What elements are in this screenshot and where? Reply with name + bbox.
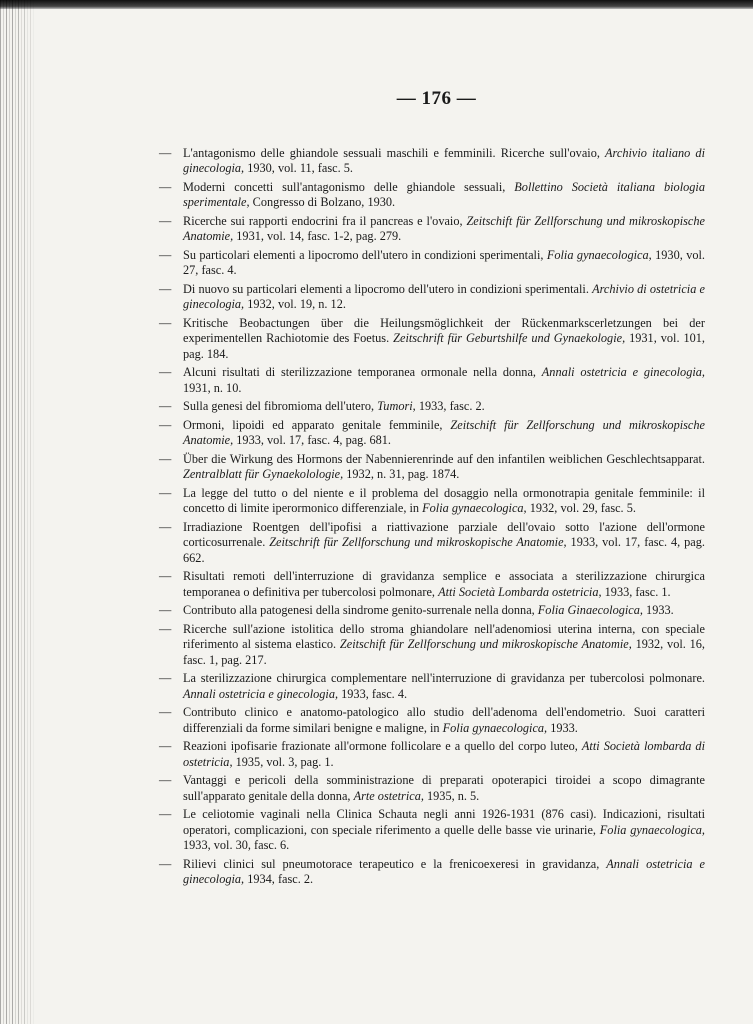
entry-dash: — xyxy=(159,773,172,788)
bibliography-entry xyxy=(159,214,705,245)
bibliography-entry xyxy=(159,520,705,566)
entry-details: 1933, fasc. 1. xyxy=(601,584,671,599)
entry-title: Su particolari elementi a lipocromo dell'utero in condizioni sperimentali, xyxy=(183,248,547,262)
entry-title: L'antagonismo delle ghiandole sessuali maschili e femminili. Ricerche sull'ovaio, xyxy=(183,146,606,160)
entry-title: Contributo clinico e anatomo-patologico allo studio dell'adenoma dell'endometrio. Suoi caratteri differenziali da forme similari benigne e maligne, in xyxy=(183,705,705,735)
entry-title: Alcuni risultati di sterilizzazione temporanea ormonale nella donna, xyxy=(183,365,542,380)
entry-title: Kritische Beobactungen über die Heilungsmöglichkeit der Rückenmarkscerletzungen bei der experimentellen Rachiotomie des Foetus. xyxy=(183,316,705,346)
entry-title: La legge del tutto o del niente e il problema del dosaggio nella ormonotrapia genitale femminile: il concetto di limite iperormonico differenziale, in xyxy=(183,486,705,516)
entry-title: Contributo alla patogenesi della sindrome genito-surrenale nella donna, xyxy=(183,603,538,618)
entry-title: Le celiotomie vaginali nella Clinica Schauta negli anni 1926-1931 (876 casi). Indicazioni, risultati operatori, complicazioni, con speciale riferimento a quelle delle basse vie urinarie, xyxy=(183,807,705,837)
bibliography-entry xyxy=(159,399,705,414)
entry-title: Ormoni, lipoidi ed apparato genitale femminile, xyxy=(183,418,451,432)
entry-dash: — xyxy=(159,603,172,618)
bibliography-list xyxy=(159,146,705,891)
bibliography-entry xyxy=(159,603,705,618)
entry-journal: Folia gynaecologica, xyxy=(599,822,705,837)
entry-journal: Zeitschift für Zellforschung und mikroskopische Anatomie, xyxy=(339,637,632,652)
bibliography-entry xyxy=(159,739,705,770)
entry-details: 1933, vol. 17, fasc. 4, pag. 681. xyxy=(233,433,391,448)
entry-journal: Tumori, xyxy=(377,399,416,414)
bibliography-entry xyxy=(159,857,705,888)
entry-journal: Atti Società Lombarda ostetricia, xyxy=(438,584,602,599)
bibliography-entry xyxy=(159,569,705,600)
entry-details: Congresso di Bolzano, 1930. xyxy=(249,195,396,210)
entry-journal: Folia gynaecologica, xyxy=(546,248,652,262)
bibliography-entry xyxy=(159,316,705,362)
entry-dash: — xyxy=(159,671,172,686)
entry-journal: Folia gynaecologica, xyxy=(442,720,548,735)
entry-dash: — xyxy=(159,146,172,160)
bibliography-entry xyxy=(159,282,705,313)
entry-journal: Bollettino Società italiana biologia sperimentale, xyxy=(183,180,705,210)
entry-title: Sulla genesi del fibromioma dell'utero, xyxy=(183,399,378,414)
entry-journal: Annali ostetricia e ginecologia, xyxy=(183,686,339,701)
entry-title: Ricerche sull'azione istolitica dello stroma ghiandolare nell'adenomiosi uterina interna, con speciale riferimento al sistema elastico. xyxy=(183,622,705,652)
entry-dash: — xyxy=(159,316,172,330)
entry-details: 1935, vol. 3, pag. 1. xyxy=(232,754,334,769)
entry-details: 1931, vol. 101, pag. 184. xyxy=(183,331,705,361)
entry-details: 1930, vol. 27, fasc. 4. xyxy=(183,248,705,278)
entry-journal: Archivio italiano di ginecologia, xyxy=(183,146,705,176)
entry-dash: — xyxy=(159,622,172,636)
entry-dash: — xyxy=(159,569,172,584)
bibliography-entry xyxy=(159,705,705,736)
entry-dash: — xyxy=(159,520,172,534)
entry-dash: — xyxy=(159,807,172,822)
entry-details: 1933. xyxy=(642,603,674,618)
entry-title: Di nuovo su particolari elementi a lipocromo dell'utero in condizioni sperimentali. xyxy=(183,282,593,296)
entry-title: Vantaggi e pericoli della somministrazione di preparati opoterapici tiroidei a scopo dimagrante sull'apparato genitale della donna, xyxy=(183,773,705,803)
entry-dash: — xyxy=(159,739,172,754)
entry-title: La sterilizzazione chirurgica complementare nell'interruzione di gravidanza per tubercolosi polmonare. xyxy=(183,671,705,686)
entry-journal: Annali ostetricia e ginecologia, xyxy=(541,365,705,380)
entry-dash: — xyxy=(159,486,172,500)
entry-journal: Zeitschift für Zellforschung und mikroskopische Anatomie, xyxy=(183,214,705,244)
bibliography-entry xyxy=(159,452,705,483)
entry-journal: Arte ostetrica, xyxy=(353,788,424,803)
entry-dash: — xyxy=(159,365,172,380)
entry-details: 1932, n. 31, pag. 1874. xyxy=(343,467,460,482)
entry-journal: Zeitschrift für Geburtshilfe und Gynaekologie, xyxy=(393,331,626,346)
entry-dash: — xyxy=(159,214,172,228)
entry-dash: — xyxy=(159,856,172,871)
bibliography-entry xyxy=(159,773,705,804)
entry-dash: — xyxy=(159,452,172,466)
entry-dash: — xyxy=(159,248,172,262)
entry-journal: Folia Ginaecologica, xyxy=(537,603,643,618)
entry-title: Risultati remoti dell'interruzione di gravidanza semplice e associata a sterilizzazione chirurgica temporanea o definitiva per tubercolosi polmonare, xyxy=(183,569,705,599)
entry-details: 1931, n. 10. xyxy=(183,380,242,395)
entry-journal: Archivio di ostetricia e ginecologia, xyxy=(183,282,705,312)
entry-journal: Zeitschrift für Zellforschung und mikroskopische Anatomie, xyxy=(269,535,567,550)
entry-journal: Zeitschift für Zellforschung und mikroskopische Anatomie, xyxy=(183,418,705,448)
entry-details: 1933, fasc. 4. xyxy=(338,686,408,701)
bibliography-entry xyxy=(159,248,705,279)
entry-details: 1931, vol. 14, fasc. 1-2, pag. 279. xyxy=(233,229,402,244)
entry-dash: — xyxy=(159,180,172,194)
bibliography-entry xyxy=(159,671,705,702)
entry-dash: — xyxy=(159,399,172,414)
entry-journal: Atti Società lombarda di ostetricia, xyxy=(183,739,705,769)
entry-details: 1932, vol. 19, n. 12. xyxy=(244,297,346,312)
bibliography-entry xyxy=(159,180,705,211)
entry-title: Über die Wirkung des Hormons der Nabennierenrinde auf den infantilen weiblichen Geschlechtsapparat. xyxy=(183,452,705,466)
entry-dash: — xyxy=(159,282,172,296)
entry-journal: Zentralblatt für Gynaekolologie, xyxy=(183,467,344,482)
entry-journal: Folia gynaecologica, xyxy=(422,501,527,516)
bibliography-entry xyxy=(159,622,705,668)
entry-title: Irradiazione Roentgen dell'ipofisi a riattivazione parziale dell'ovaio sotto l'azione dell'ormone corticosurrenale. xyxy=(183,520,705,550)
entry-title: Rilievi clinici sul pneumotorace terapeutico e la frenicoexeresi in gravidanza, xyxy=(183,856,607,871)
scan-top-edge xyxy=(0,0,753,9)
entry-details: 1933, fasc. 2. xyxy=(415,399,485,414)
entry-dash: — xyxy=(159,705,172,720)
entry-details: 1930, vol. 11, fasc. 5. xyxy=(244,161,353,176)
entry-title: Reazioni ipofisarie frazionate all'ormone follicolare e a quello del corpo luteo, xyxy=(183,739,582,754)
entry-title: Moderni concetti sull'antagonismo delle ghiandole sessuali, xyxy=(183,180,515,194)
entry-details: 1932, vol. 29, fasc. 5. xyxy=(526,501,636,516)
scan-binding-edge xyxy=(0,0,34,1024)
bibliography-entry xyxy=(159,418,705,449)
entry-details: 1933. xyxy=(547,720,578,735)
entry-title: Ricerche sui rapporti endocrini fra il pancreas e l'ovaio, xyxy=(183,214,467,228)
entry-journal: Annali ostetricia e ginecologia, xyxy=(183,856,705,887)
entry-details: 1935, n. 5. xyxy=(423,788,480,803)
bibliography-entry xyxy=(159,146,705,177)
page-number: — 176 — xyxy=(396,88,477,109)
bibliography-entry xyxy=(159,807,705,853)
entry-details: 1934, fasc. 2. xyxy=(244,872,314,887)
entry-dash: — xyxy=(159,418,172,432)
bibliography-entry xyxy=(159,365,705,396)
entry-details: 1932, vol. 16, fasc. 1, pag. 217. xyxy=(183,637,705,667)
entry-details: 1933, vol. 30, fasc. 6. xyxy=(183,838,290,853)
entry-details: 1933, vol. 17, fasc. 4, pag. 662. xyxy=(183,535,705,565)
bibliography-entry xyxy=(159,486,705,517)
